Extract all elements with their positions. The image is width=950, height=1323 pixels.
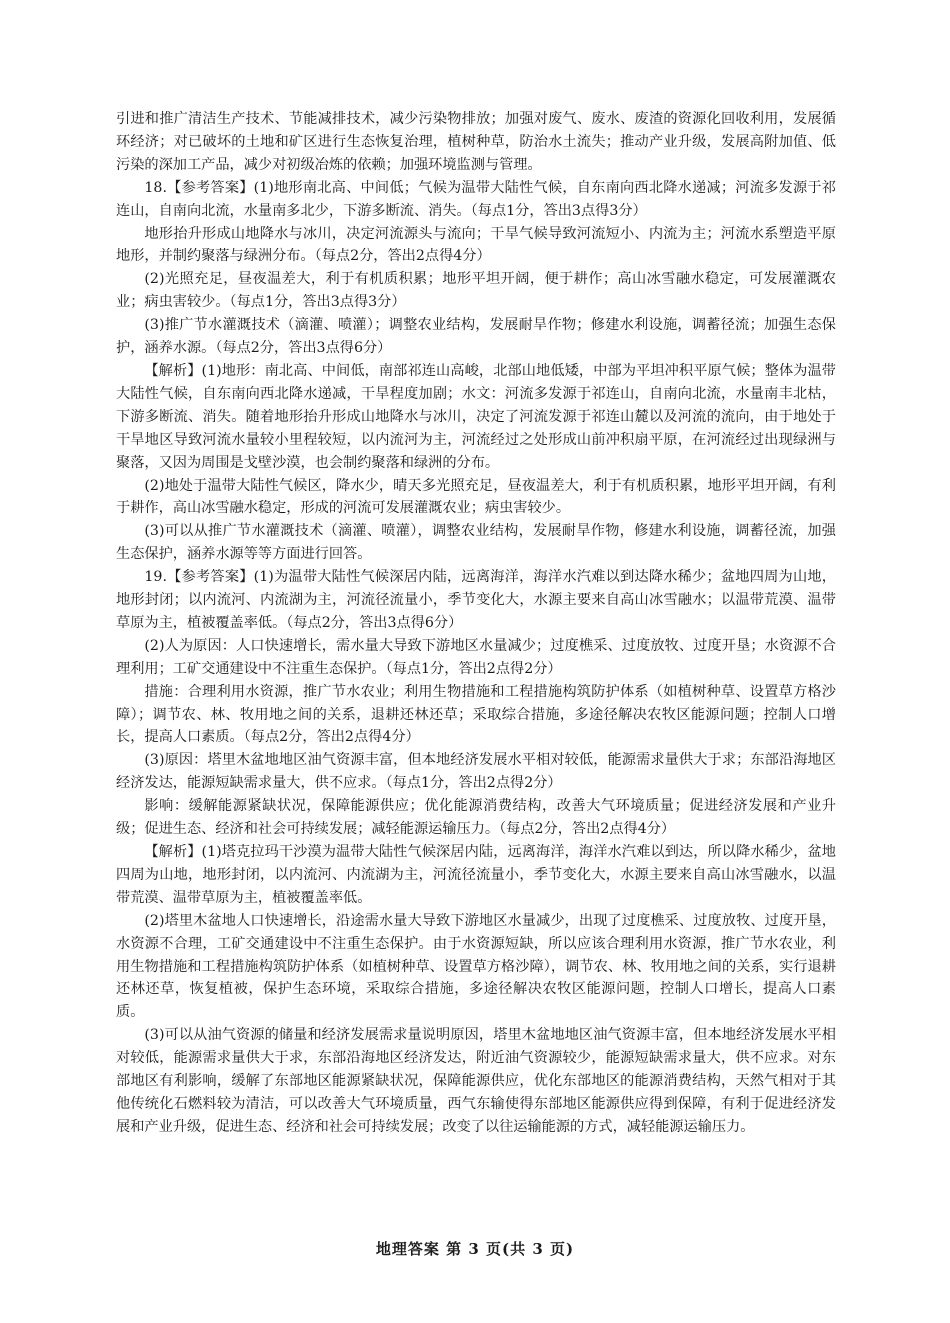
paragraph-19-analysis-part2: (2)塔里木盆地人口快速增长，沿途需水量大导致下游地区水量减少，出现了过度樵采、过度放牧、过度开垦，水资源不合理，工矿交通建设中不注重生态保护。由于水资源短缺，所以应该合理利用水资源，推广节水农业，利用生物措施和工程措施构筑防护体系（如植树种草、设置草方格沙障），调节农、林、牧用地之间的关系，实行退耕还林还草，恢复植被，保护生态环境，采取综合措施，多途径解决农牧区能源问题，控制人口增长，提高人口素质。 (116, 912, 836, 1021)
paragraph-18-analysis-part3: (3)可以从推广节水灌溉技术（滴灌、喷灌），调整农业结构，发展耐旱作物，修建水利设施，调蓄径流，加强生态保护，涵养水源等等方面进行回答。 (116, 523, 836, 563)
paragraph-18-answer-part2: (2)光照充足，昼夜温差大，利于有机质积累；地形平坦开阔，便于耕作；高山冰雪融水稳定，可发展灌溉农业；病虫害较少。（每点1分，答出3点得3分） (116, 271, 836, 311)
paragraph-19-answer-part1: 19.【参考答案】(1)为温带大陆性气候深居内陆，远离海洋，海洋水汽难以到达降水稀少；盆地四周为山地，地形封闭；以内流河、内流湖为主，河流径流量小，季节变化大，水源主要来自高山冰雪融水；以温带荒漠、温带草原为主，植被覆盖率低。（每点2分，答出3点得6分） (116, 569, 836, 631)
paragraph-19-answer-part2-measures: 措施：合理利用水资源，推广节水农业；利用生物措施和工程措施构筑防护体系（如植树种草、设置草方格沙障）；调节农、林、牧用地之间的关系，退耕还林还草；采取综合措施，多途径解决农牧区能源问题；控制人口增长，提高人口素质。（每点2分，答出2点得4分） (116, 683, 836, 746)
paragraph-19-answer-part3: (3)原因：塔里木盆地地区油气资源丰富，但本地经济发展水平相对较低，能源需求量供大于求；东部沿海地区经济发达，能源短缺需求量大，供不应求。（每点1分，答出2点得2分） (116, 752, 836, 792)
paragraph-18-analysis-part1: 【解析】(1)地形：南北高、中间低，南部祁连山高峻，北部山地低矮，中部为平坦冲积平原气候；整体为温带大陆性气候，自东南向西北降水递减，干旱程度加剧；水文：河流多发源于祁连山，自南向北流，水量南丰北枯，下游多断流、消失。随着地形抬升形成山地降水与冰川，决定了河流发源于祁连山麓以及河流的流向，由于地处于干旱地区导致河流水量较小里程较短，以内流河为主，河流经过之处形成山前冲积扇平原，在河流经过出现绿洲与聚落，又因为周围是戈壁沙漠，也会制约聚落和绿洲的分布。 (116, 362, 836, 471)
paragraph-18-analysis-part2: (2)地处于温带大陆性气候区，降水少，晴天多光照充足，昼夜温差大，利于有机质积累，地形平坦开阔，有利于耕作，高山冰雪融水稳定，形成的河流可发展灌溉农业；病虫害较少。 (116, 477, 836, 517)
paragraph-17-continued: 引进和推广清洁生产技术、节能减排技术，减少污染物排放；加强对废气、废水、废渣的资源化回收利用，发展循环经济；对已破坏的土地和矿区进行生态恢复治理，植树种草，防治水土流失；推动产业升级，发展高附加值、低污染的深加工产品，减少对初级冶炼的依赖；加强环境监测与管理。 (116, 111, 836, 173)
paragraph-19-analysis-part1: 【解析】(1)塔克拉玛干沙漠为温带大陆性气候深居内陆，远离海洋，海洋水汽难以到达，所以降水稀少，盆地四周为山地，地形封闭，以内流河、内流湖为主，河流径流量小，季节变化大，水源主要来自高山冰雪融水，以温带荒漠、温带草原为主，植被覆盖率低。 (116, 844, 836, 906)
paragraph-18-answer-part1: 18.【参考答案】(1)地形南北高、中间低；气候为温带大陆性气候，自东南向西北降水递减；河流多发源于祁连山，自南向北流，水量南多北少，下游多断流、消失。（每点1分，答出3点得3分） (116, 179, 836, 219)
paragraph-19-answer-part3-impact: 影响：缓解能源紧缺状况，保障能源供应；优化能源消费结构，改善大气环境质量；促进经济发展和产业升级；促进生态、经济和社会可持续发展；减轻能源运输压力。（每点2分，答出2点得4分） (116, 798, 836, 838)
paragraph-19-analysis-part3: (3)可以从油气资源的储量和经济发展需求量说明原因，塔里木盆地地区油气资源丰富，但本地经济发展水平相对较低，能源需求量供大于求，东部沿海地区经济发达，附近油气资源较少，能源短缺需求量大，供不应求。对东部地区有利影响，缓解了东部地区能源紧缺状况，保障能源供应，优化东部地区的能源消费结构，天然气相对于其他传统化石燃料较为清洁，可以改善大气环境质量，西气东输使得东部地区能源供应得到保障，有利于促进经济发展和产业升级，促进生态、经济和社会可持续发展；改变了以往运输能源的方式，减轻能源运输压力。 (116, 1027, 836, 1135)
page-footer: 地理答案 第 3 页(共 3 页) (375, 1240, 575, 1258)
paragraph-18-answer-part1-b: 地形抬升形成山地降水与冰川，决定河流源头与流向；干旱气候导致河流短小、内流为主；河流水系塑造平原地形，并制约聚落与绿洲分布。（每点2分，答出2点得4分） (116, 225, 836, 265)
paragraph-19-answer-part2: (2)人为原因：人口快速增长，需水量大导致下游地区水量减少；过度樵采、过度放牧、过度开垦；水资源不合理利用；工矿交通建设中不注重生态保护。（每点1分，答出2点得2分） (116, 637, 836, 677)
answer-document-body (116, 108, 836, 1139)
paragraph-18-answer-part3: (3)推广节水灌溉技术（滴灌、喷灌）；调整农业结构，发展耐旱作物；修建水利设施，调蓄径流；加强生态保护，涵养水源。（每点2分，答出3点得6分） (116, 317, 836, 357)
